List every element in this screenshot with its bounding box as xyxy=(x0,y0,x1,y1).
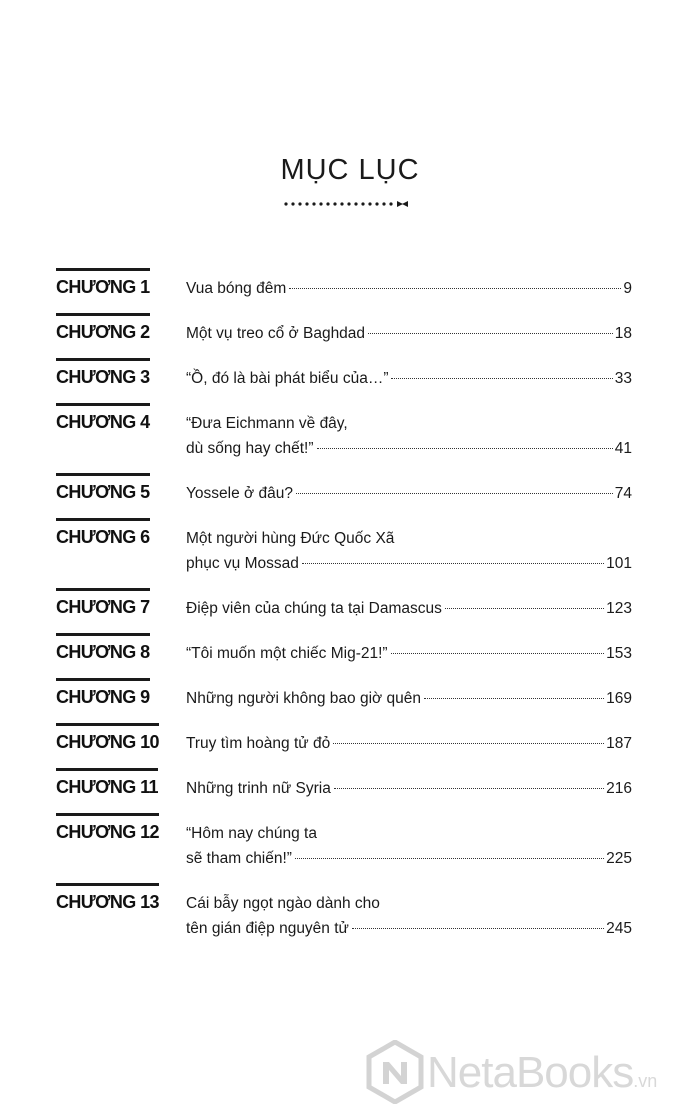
watermark-brand: NetaBooks xyxy=(427,1048,634,1097)
chapter-title xyxy=(186,686,632,711)
page-number: 9 xyxy=(623,280,632,297)
chapter-title-line xyxy=(186,846,632,871)
dot-leader xyxy=(333,743,604,744)
chapter-title-line xyxy=(186,366,632,391)
dot-leader xyxy=(317,448,613,449)
chapter-title-line xyxy=(186,321,632,346)
page-number: 225 xyxy=(606,850,632,867)
dot-leader xyxy=(295,858,604,859)
chapter-title-line xyxy=(186,821,632,846)
dot-leader xyxy=(368,333,613,334)
chapter-title-text: Truy tìm hoàng tử đỏ xyxy=(186,735,331,752)
chapter-title-text: Những người không bao giờ quên xyxy=(186,690,421,707)
chapter-title-text: Vua bóng đêm xyxy=(186,280,287,297)
dot-leader xyxy=(296,493,613,494)
chapter-title xyxy=(186,276,632,301)
chapter-title-text: Yossele ở đâu? xyxy=(186,485,293,502)
chapter-title-text: Một vụ treo cổ ở Baghdad xyxy=(186,325,366,342)
netabooks-watermark xyxy=(365,1040,695,1110)
page-number: 216 xyxy=(606,780,632,797)
page-number: 245 xyxy=(606,920,632,937)
dot-leader xyxy=(352,928,604,929)
chapter-title xyxy=(186,641,632,666)
chapter-title-text: tên gián điệp nguyên tử xyxy=(186,920,349,937)
dot-leader xyxy=(302,563,604,564)
chapter-title xyxy=(186,891,632,941)
chapter-title xyxy=(186,321,632,346)
chapter-title-text: sẽ tham chiến!” xyxy=(186,850,292,867)
chapter-title-line xyxy=(186,481,632,506)
page-number: 169 xyxy=(606,690,632,707)
chapter-title-line xyxy=(186,276,632,301)
chapter-title-text: Những trinh nữ Syria xyxy=(186,780,331,797)
dotted-line-ornament-icon xyxy=(284,199,410,209)
chapter-label: CHƯƠNG 12 xyxy=(56,813,159,842)
dot-leader xyxy=(289,288,621,289)
dot-leader xyxy=(391,378,612,379)
chapter-title xyxy=(186,776,632,801)
chapter-title-text: Một người hùng Đức Quốc Xã xyxy=(186,530,395,547)
chapter-title-line xyxy=(186,526,632,551)
chapter-title-line xyxy=(186,916,632,941)
chapter-title xyxy=(186,821,632,871)
dot-leader xyxy=(391,653,605,654)
chapter-label: CHƯƠNG 8 xyxy=(56,633,150,662)
chapter-title xyxy=(186,526,632,576)
dot-leader xyxy=(445,608,604,609)
chapter-title-line xyxy=(186,551,632,576)
page-number: 74 xyxy=(614,485,632,502)
chapter-title-text: “Đưa Eichmann về đây, xyxy=(186,415,348,432)
chapter-title xyxy=(186,731,632,756)
chapter-label: CHƯƠNG 6 xyxy=(56,518,150,547)
page-number: 18 xyxy=(614,325,632,342)
chapter-label: CHƯƠNG 1 xyxy=(56,268,150,297)
chapter-title-text: dù sống hay chết!” xyxy=(186,440,314,457)
chapter-title-line xyxy=(186,731,632,756)
chapter-title-text: Cái bẫy ngọt ngào dành cho xyxy=(186,895,380,912)
chapter-title-text: Điệp viên của chúng ta tại Damascus xyxy=(186,600,442,617)
page-number: 153 xyxy=(606,645,632,662)
chapter-title-line xyxy=(186,436,632,461)
chapter-label: CHƯƠNG 7 xyxy=(56,588,150,617)
watermark-suffix: .vn xyxy=(633,1071,658,1091)
page-number: 33 xyxy=(614,370,632,387)
chapter-label: CHƯƠNG 11 xyxy=(56,768,158,797)
chapter-title-text: phục vụ Mossad xyxy=(186,555,299,572)
page-number: 123 xyxy=(606,600,632,617)
chapter-title-line xyxy=(186,641,632,666)
chapter-label: CHƯƠNG 13 xyxy=(56,883,159,912)
chapter-title-text: “Ồ, đó là bài phát biểu của…” xyxy=(186,370,389,387)
chapter-title xyxy=(186,481,632,506)
chapter-label: CHƯƠNG 9 xyxy=(56,678,150,707)
chapter-label: CHƯƠNG 2 xyxy=(56,313,150,342)
chapter-label: CHƯƠNG 10 xyxy=(56,723,159,752)
chapter-title-line xyxy=(186,411,632,436)
page-number: 187 xyxy=(606,735,632,752)
chapter-title-line xyxy=(186,686,632,711)
chapter-title-text: “Hôm nay chúng ta xyxy=(186,825,317,842)
chapter-label: CHƯƠNG 4 xyxy=(56,403,150,432)
chapter-title-text: “Tôi muốn một chiếc Mig-21!” xyxy=(186,645,388,662)
chapter-title xyxy=(186,411,632,461)
dot-leader xyxy=(334,788,604,789)
chapter-title xyxy=(186,596,632,621)
chapter-label: CHƯƠNG 5 xyxy=(56,473,150,502)
page-title: MỤC LỤC xyxy=(280,154,420,186)
page-number: 101 xyxy=(606,555,632,572)
chapter-title xyxy=(186,366,632,391)
netabooks-logo-icon xyxy=(365,1040,425,1104)
page-number: 41 xyxy=(614,440,632,457)
chapter-title-line xyxy=(186,596,632,621)
chapter-title-line xyxy=(186,891,632,916)
chapter-label: CHƯƠNG 3 xyxy=(56,358,150,387)
chapter-title-line xyxy=(186,776,632,801)
dot-leader xyxy=(424,698,604,699)
